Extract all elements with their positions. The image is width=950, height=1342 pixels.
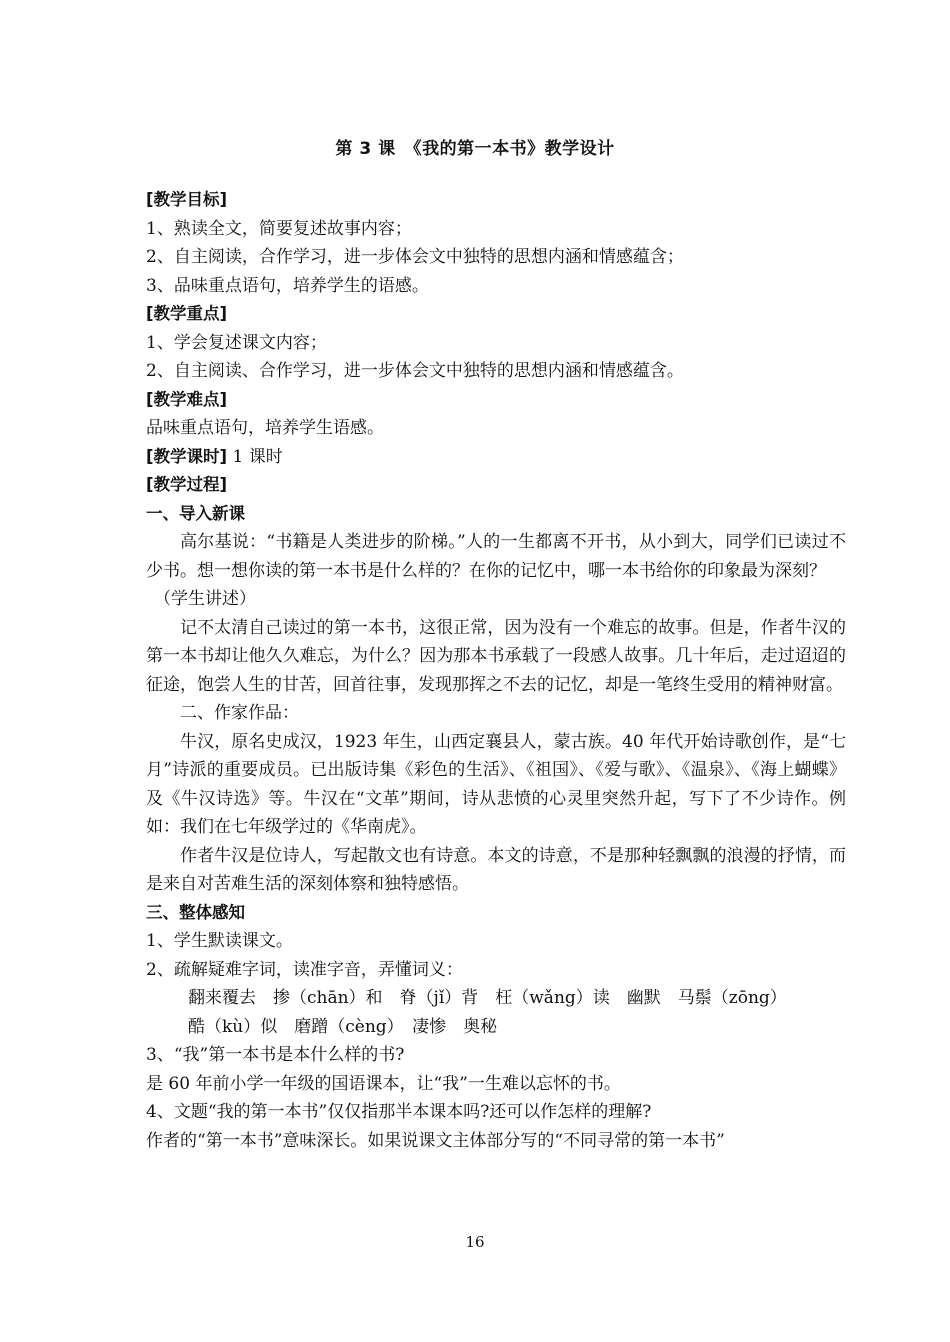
key-item: 2、自主阅读、合作学习，进一步体会文中独特的思想内涵和情感蕴含。 <box>146 361 684 381</box>
part3-item: 2、疏解疑难字词，读准字音，弄懂词义： <box>146 959 463 980</box>
process-heading: [教学过程] <box>146 475 228 494</box>
question-3: 3、“我”第一本书是本什么样的书? <box>146 1045 405 1065</box>
difficulty-text: 品味重点语句，培养学生语感。 <box>146 418 384 438</box>
answer-4: 作者的“第一本书”意味深长。如果说课文主体部分写的“不同寻常的第一本书” <box>146 1130 725 1151</box>
answer-3: 是 60 年前小学一年级的国语课本，让“我”一生难以忘怀的书。 <box>146 1073 621 1094</box>
part2-heading: 二、作家作品： <box>180 703 299 723</box>
goal-item: 3、品味重点语句，培养学生的语感。 <box>146 275 429 296</box>
goals-heading: [教学目标] <box>146 190 228 209</box>
vocab-line: 翻来覆去 掺（chān）和 脊（jǐ）背 枉（wǎng）读 幽默 马鬃（zōng） <box>188 988 787 1008</box>
part2-paragraph: 牛汉，原名史成汉，1923 年生，山西定襄县人，蒙古族。40 年代开始诗歌创作，是“七月”诗派的重要成员。已出版诗集《彩色的生活》、《祖国》、《爱与歌》、《温泉》、《海上蝴蝶》及《牛汉诗选》等。牛汉在“文革”期间，诗从悲愤的心灵里突然升起，写下了不少诗作。例如：我们在七年级学过的《华南虎》。 <box>146 731 846 837</box>
goal-item: 2、自主阅读，合作学习，进一步体会文中独特的思想内涵和情感蕴含； <box>146 247 684 267</box>
difficulty-heading: [教学难点] <box>146 389 228 409</box>
document-body <box>146 186 846 1155</box>
question-4: 4、文题“我的第一本书”仅仅指那半本课本吗?还可以作怎样的理解? <box>146 1102 652 1122</box>
part1-note: （学生讲述） <box>154 589 256 609</box>
key-item: 1、学会复述课文内容； <box>146 332 327 353</box>
part1-paragraph: 记不太清自己读过的第一本书，这很正常，因为没有一个难忘的故事。但是，作者牛汉的第一本书却让他久久难忘，为什么？因为那本书承载了一段感人故事。几十年后，走过迢迢的征途，饱尝人生的甘苦，回首往事，发现那挥之不去的记忆，却是一笔终生受用的精神财富。 <box>146 617 846 695</box>
part3-item: 1、学生默读课文。 <box>146 931 293 951</box>
hours-line <box>146 443 846 472</box>
hours-heading: [教学课时] <box>146 446 228 466</box>
goal-item: 1、熟读全文，简要复述故事内容； <box>146 218 412 239</box>
part2-paragraph: 作者牛汉是位诗人，写起散文也有诗意。本文的诗意，不是那种轻飘飘的浪漫的抒情，而是来自对苦难生活的深刻体察和独特感悟。 <box>146 845 846 894</box>
vocab-line: 酷（kù）似 磨蹭（cèng） 凄惨 奥秘 <box>188 1016 498 1037</box>
part3-heading: 三、整体感知 <box>146 902 245 922</box>
part1-paragraph: 高尔基说：“书籍是人类进步的阶梯。”人的一生都离不开书，从小到大，同学们已读过不少书。想一想你读的第一本书是什么样的？在你的记忆中，哪一本书给你的印象最为深刻？ <box>146 532 846 581</box>
page-number: 16 <box>465 1233 485 1251</box>
part1-heading: 一、导入新课 <box>146 503 245 523</box>
hours-value: 1 课时 <box>227 446 283 467</box>
key-heading: [教学重点] <box>146 304 228 323</box>
page-title: 第 3 课 《我的第一本书》教学设计 <box>335 139 615 159</box>
